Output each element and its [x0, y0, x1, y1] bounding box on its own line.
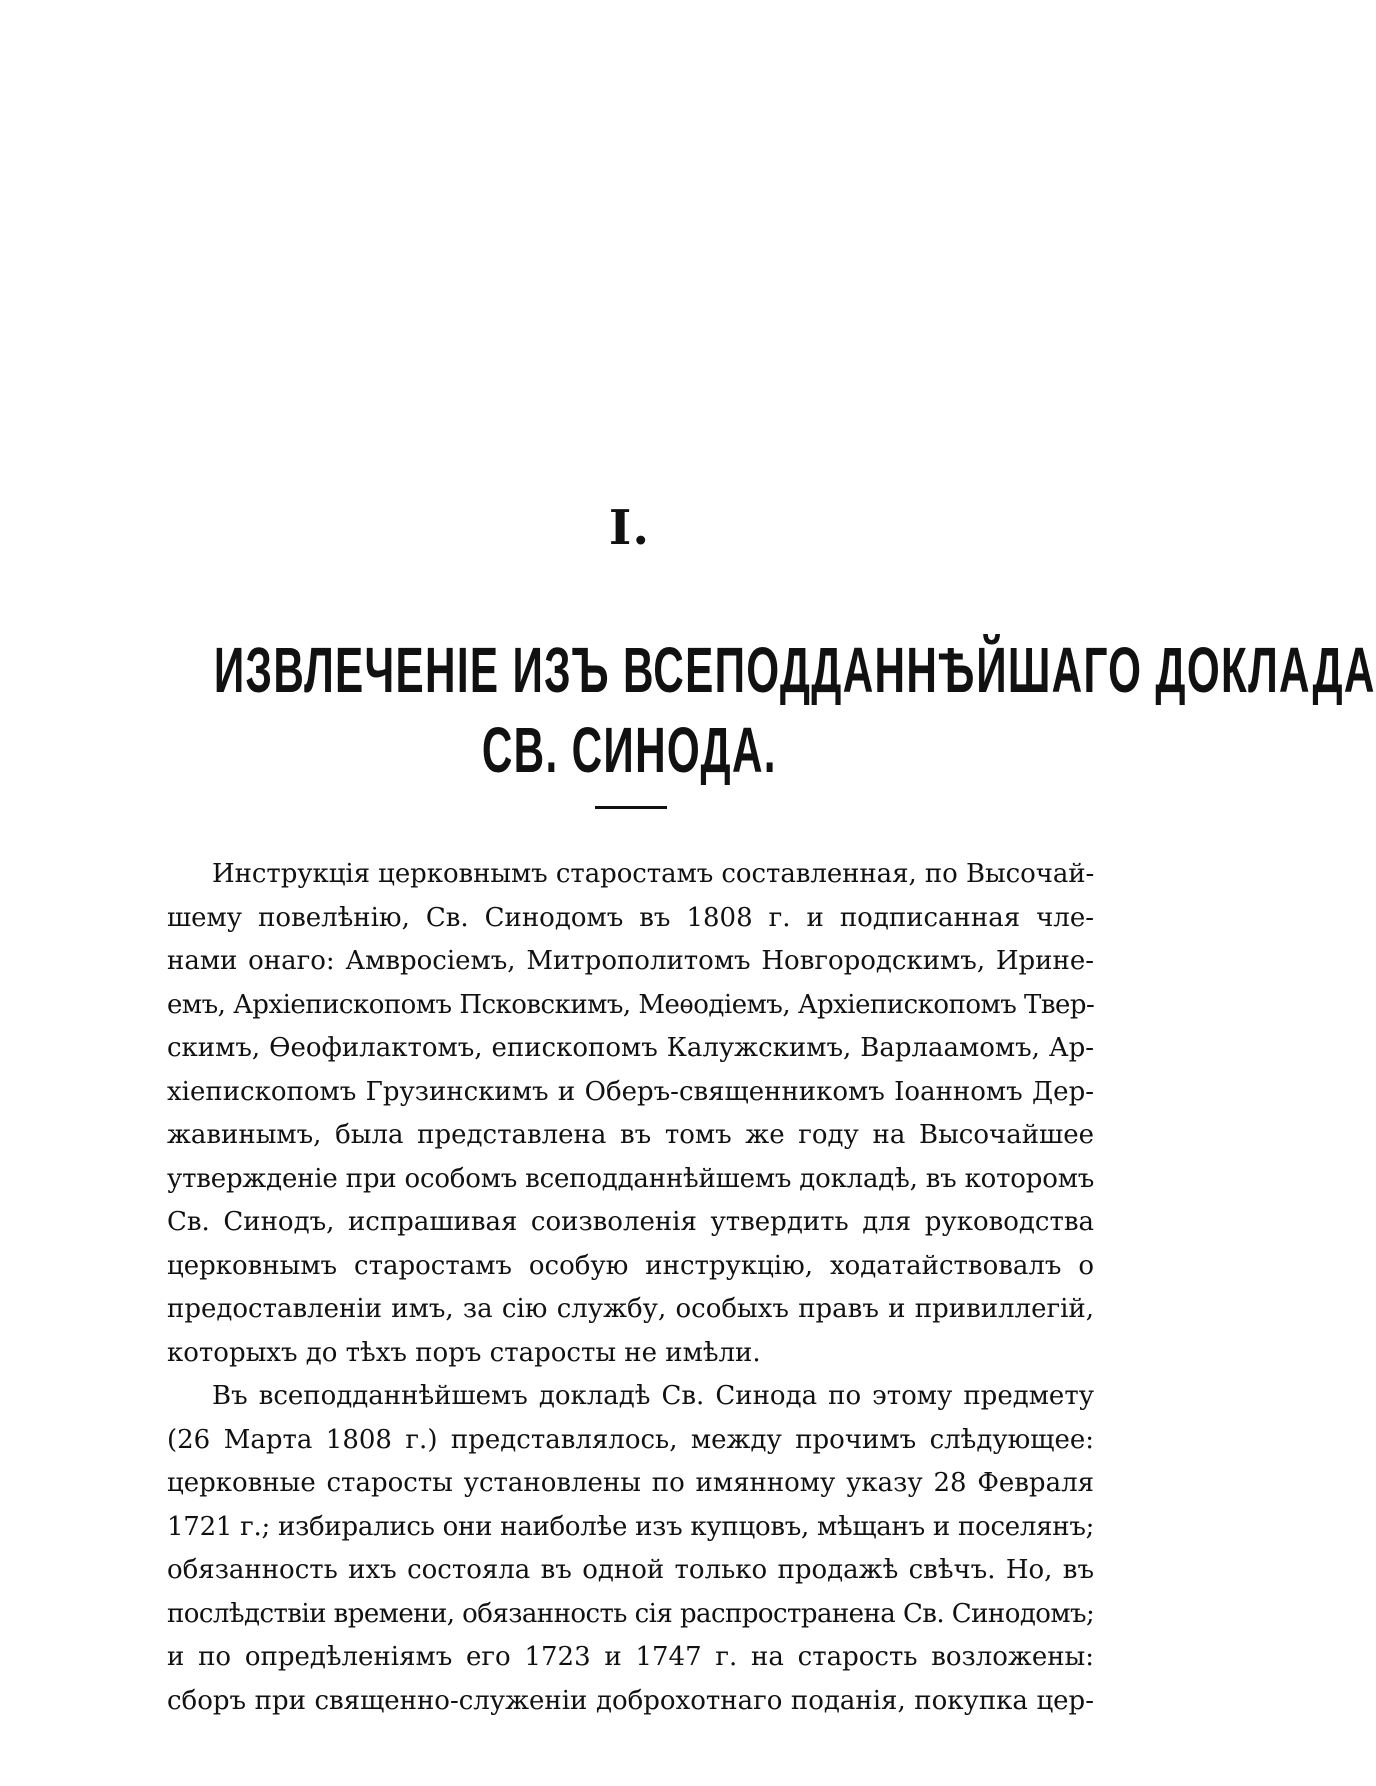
text-line: Въ всеподданнѣйшемъ докладѣ Св. Синода по этому предмету [212, 1381, 1094, 1411]
text-line: 1721 г.; избирались они наиболѣе изъ купцовъ, мѣщанъ и поселянъ; [167, 1511, 1095, 1542]
text-line: Инструкція церковнымъ старостамъ составленная, по Высочай- [212, 859, 1095, 889]
title-line-1: ИЗВЛЕЧЕНІЕ ИЗЪ ВСЕПОДДАННѢЙШАГО ДОКЛАДА [213, 634, 1376, 706]
section-number: I. [608, 500, 651, 556]
text-line: послѣдствіи времени, обязанность сія распространена Св. Синодомъ; [167, 1598, 1095, 1629]
text-line: которыхъ до тѣхъ поръ старосты не имѣли. [167, 1337, 761, 1368]
text-line: церковнымъ старостамъ особую инструкцію, ходатайствовалъ о [167, 1250, 1094, 1281]
text-line: утвержденіе при особомъ всеподданнѣйшемъ докладѣ, въ которомъ [167, 1163, 1095, 1194]
text-line: скимъ, Ѳеофилактомъ, епископомъ Калужскимъ, Варлаамомъ, Ар- [167, 1033, 1094, 1063]
text-line: нами онаго: Амвросіемъ, Митрополитомъ Новгородскимъ, Ирине- [167, 946, 1094, 976]
text-line: хіепископомъ Грузинскимъ и Оберъ-священникомъ Іоанномъ Дер- [167, 1076, 1094, 1107]
paragraph-2 [167, 1375, 1094, 1723]
text-line: сборъ при священно-служеніи доброхотнаго поданія, покупка цер- [167, 1685, 1094, 1716]
text-line: шему повелѣнію, Св. Синодомъ въ 1808 г. и подписанная чле- [167, 902, 1094, 933]
text-line: церковные старосты установлены по имянному указу 28 Февраля [167, 1468, 1094, 1498]
body-text [167, 853, 1094, 1723]
text-line: и по опредѣленіямъ его 1723 и 1747 г. на старость возложены: [167, 1642, 1094, 1672]
text-line: емъ, Архіепископомъ Псковскимъ, Меѳодіемъ, Архіепископомъ Твер- [167, 989, 1095, 1020]
text-line: (26 Марта 1808 г.) представлялось, между прочимъ слѣдующее: [167, 1424, 1094, 1455]
text-line: Св. Синодъ, испрашивая соизволенія утвердить для руководства [167, 1207, 1094, 1237]
title-divider [595, 806, 667, 809]
text-line: предоставленіи имъ, за сію службу, особыхъ правъ и привиллегій, [167, 1294, 1094, 1324]
title-line-2: СВ. СИНОДА. [481, 714, 777, 786]
paragraph-1 [167, 853, 1094, 1375]
text-line: жавинымъ, была представлена въ томъ же году на Высочайшее [167, 1120, 1094, 1150]
text-line: обязанность ихъ состояла въ одной только продажѣ свѣчъ. Но, въ [167, 1555, 1094, 1585]
